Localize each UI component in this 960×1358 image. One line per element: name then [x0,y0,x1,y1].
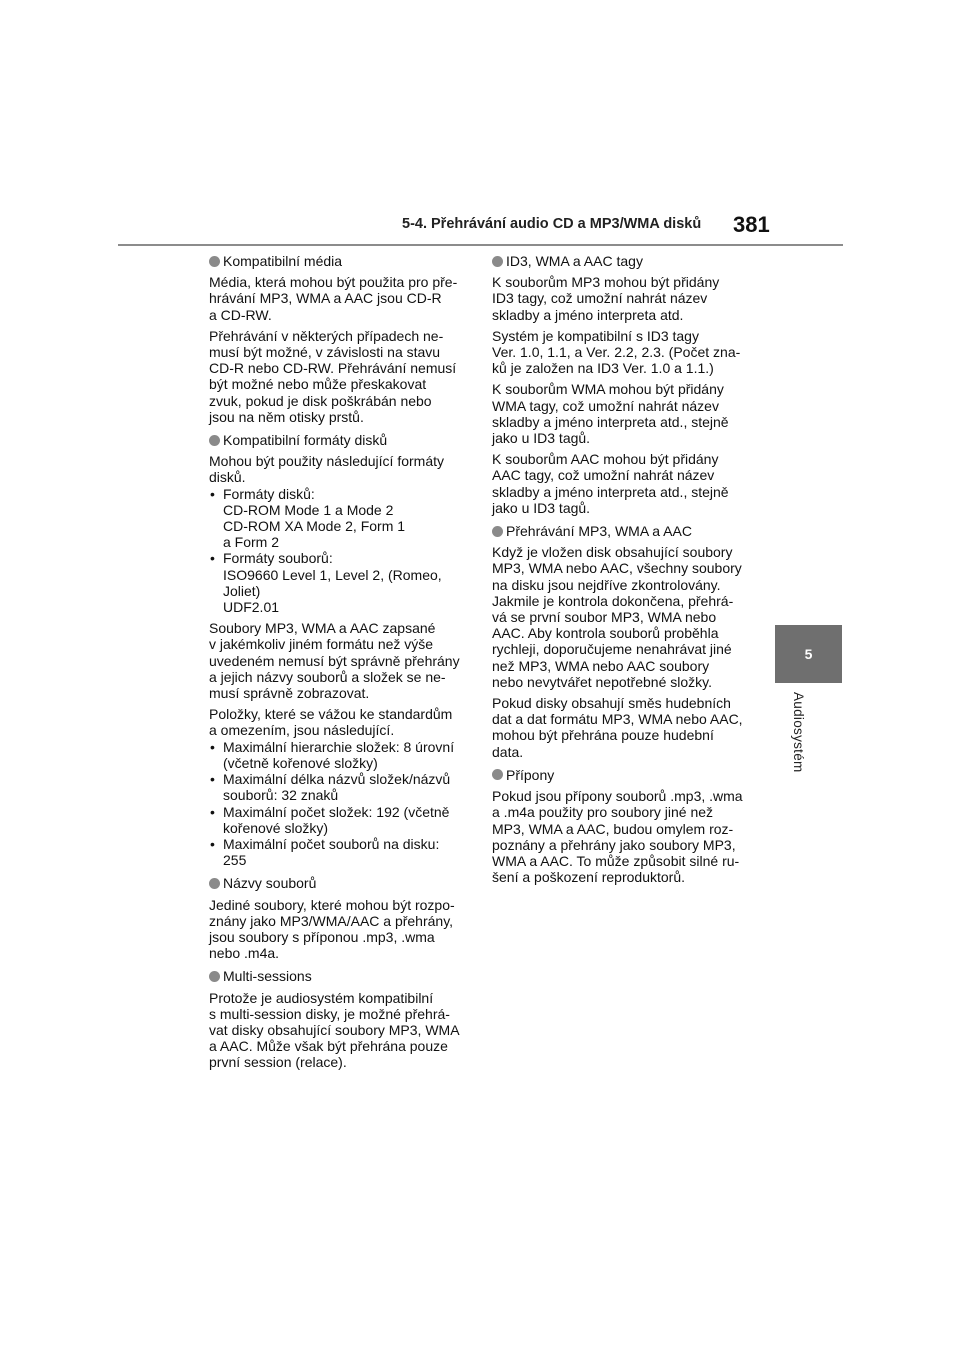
paragraph: Pokud jsou přípony souborů .mp3, .wma a .m4a použity pro soubory jiné než MP3, WMA a AAC, budou omylem roz- poznány a přehrány jako soubory MP3, WMA a AAC. To může způsobit silné ru- šení a poškození reproduktorů. [492,788,743,886]
heading-text: Přípony [506,766,555,783]
heading-text: ID3, WMA a AAC tagy [506,253,643,269]
paragraph: Média, která mohou být použita pro pře- hrávání MP3, WMA a AAC jsou CD-R a CD-RW. [209,274,458,323]
chapter-tab [775,625,842,683]
section-heading [209,875,471,891]
section-multi-sessions [209,968,471,1070]
paragraph: Protože je audiosystém kompatibilní s multi-session disky, je možné přehrá- vat disky obsahující soubory MP3, WMA a AAC. Může však být přehrána pouze první session (relace). [209,989,460,1071]
list-item: • Maximální délka názvů složek/názvů souborů: 32 znaků [209,771,471,803]
limits-list [209,739,471,869]
section-disc-formats [209,432,471,868]
bullet-icon [492,526,503,537]
format-list [209,486,471,616]
section-extensions [492,767,754,885]
right-column [492,253,754,892]
section-compatible-media [209,253,471,425]
header-divider [118,244,843,246]
paragraph: K souborům AAC mohou být přidány AAC tagy, což umožní nahrát název skladby a jméno interpreta atd., stejně jako u ID3 tagů. [492,451,729,516]
paragraph: Soubory MP3, WMA a AAC zapsané v jakémkoliv jiném formátu než výše uvedeném nemusí být správně přehrány a jejich názvy souborů a složek se ne- musí správně zobrazovat. [209,620,460,702]
section-heading [209,253,471,269]
bullet-icon [492,769,503,780]
paragraph: K souborům MP3 mohou být přidány ID3 tagy, což umožní nahrát název skladby a jméno interpreta atd. [492,274,720,323]
section-file-names [209,875,471,961]
chapter-number: 5 [804,646,813,662]
bullet-icon [209,256,220,267]
paragraph: Systém je kompatibilní s ID3 tagy Ver. 1.0, 1.1, a Ver. 2.2, 2.3. (Počet zna- ků je založen na ID3 Ver. 1.0 a 1.1.) [492,327,741,377]
page-number: 381 [733,212,770,237]
heading-text: Kompatibilní média [223,253,343,269]
heading-text: Multi-sessions [223,968,312,985]
paragraph: Pokud disky obsahují směs hudebních dat a dat formátu MP3, WMA nebo AAC, mohou být přehrána pouze hudební data. [492,695,743,760]
list-item: • Formáty disků: CD-ROM Mode 1 a Mode 2 CD-ROM XA Mode 2, Form 1 a Form 2 [209,486,471,551]
paragraph: Jediné soubory, které mohou být rozpo- znány jako MP3/WMA/AAC a přehrány, jsou soubory s příponou .mp3, .wma nebo .m4a. [209,896,455,962]
bullet-icon [209,878,220,889]
section-heading [492,523,754,539]
heading-text: Názvy souborů [223,875,317,892]
paragraph: Mohou být použity následující formáty disků. [209,453,445,486]
chapter-name: Audiosystém [791,692,806,773]
section-heading [492,767,754,783]
left-column [209,253,471,1078]
list-item: • Maximální počet souborů na disku: 255 [209,836,471,868]
bullet-icon [209,971,220,982]
heading-text: Kompatibilní formáty disků [223,432,388,449]
paragraph: Když je vložen disk obsahující soubory MP3, WMA nebo AAC, všechny soubory na disku jsou nejdříve zkontrolovány. Jakmile je kontrola dokončena, přehrá- vá se první soubor MP3, WMA nebo AAC. Aby kontrola souborů proběhla rychleji, doporučujeme nenahrávat jiné než MP3, WMA nebo AAC soubory nebo nevytvářet nepotřebné složky. [492,544,742,690]
paragraph: K souborům WMA mohou být přidány WMA tagy, což umožní nahrát název skladby a jméno interpreta atd., stejně jako u ID3 tagů. [492,381,729,447]
list-item: • Maximální hierarchie složek: 8 úrovní (včetně kořenové složky) [209,739,471,771]
section-heading [492,253,754,269]
section-tags [492,253,754,516]
bullet-icon [209,435,220,446]
paragraph: Přehrávání v některých případech ne- musí být možné, v závislosti na stavu CD-R nebo CD-RW. Přehrávání nemusí být možné nebo může přeskakovat zvuk, pokud je disk poškrábán nebo jsou na něm otisky prstů. [209,327,457,425]
bullet-icon [492,256,503,267]
section-heading [209,432,471,448]
paragraph: Položky, které se vážou ke standardům a omezením, jsou následující. [209,706,453,739]
list-item: • Formáty souborů: ISO9660 Level 1, Level 2, (Romeo, Joliet) UDF2.01 [209,550,471,615]
section-title: 5-4. Přehrávání audio CD a MP3/WMA disků [402,216,702,232]
section-playback [492,523,754,760]
heading-text: Přehrávání MP3, WMA a AAC [506,523,692,540]
list-item: • Maximální počet složek: 192 (včetně kořenové složky) [209,804,471,836]
section-heading [209,968,471,984]
